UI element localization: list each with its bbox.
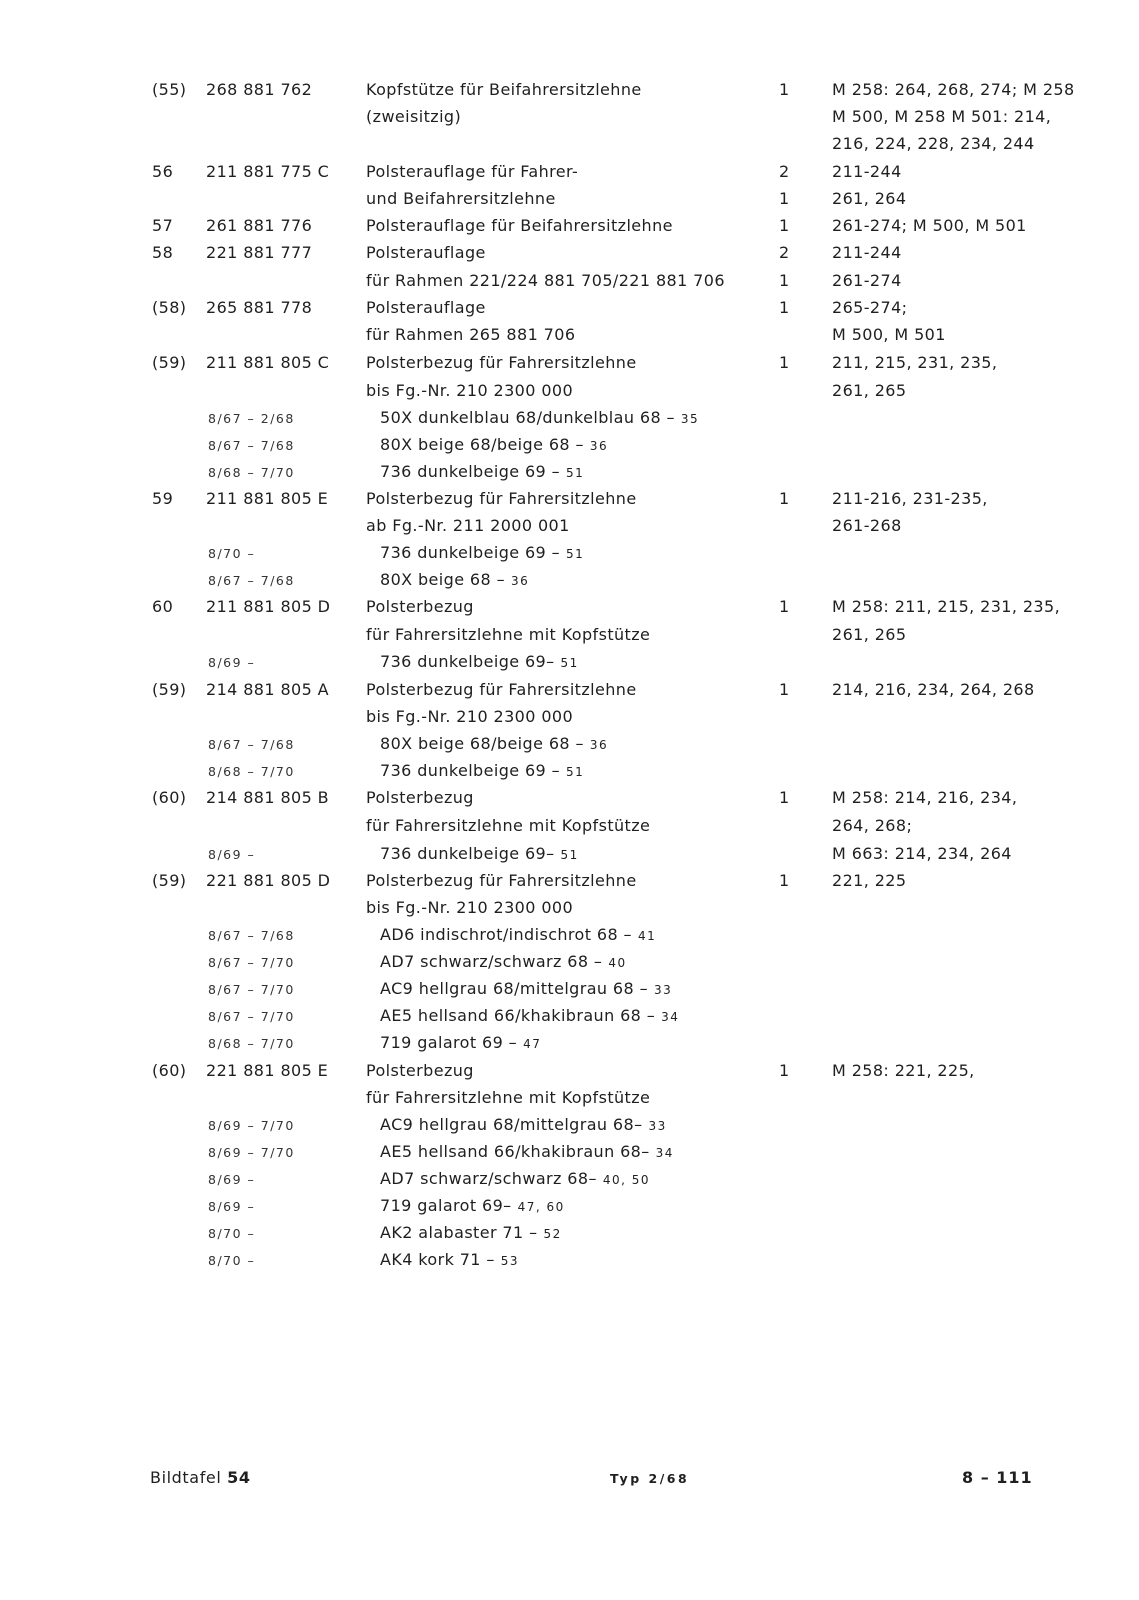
validity-dates: 8/67 – 7/70 <box>208 955 295 970</box>
description-text: Polsterbezug <box>366 597 474 616</box>
description-text: 80X beige 68/beige 68 – <box>380 734 584 753</box>
table-row <box>0 871 1139 897</box>
position-number: (55) <box>152 80 187 99</box>
description-text: AD6 indischrot/indischrot 68 – <box>380 925 632 944</box>
quantity: 1 <box>779 597 790 616</box>
color-code: 47 <box>523 1037 542 1051</box>
footer-plate-label: Bildtafel <box>150 1468 222 1487</box>
description-text: AC9 hellgrau 68/mittelgrau 68– <box>380 1115 643 1134</box>
position-number: 57 <box>152 216 174 235</box>
part-number: 221 881 805 E <box>206 1061 329 1080</box>
table-row <box>0 652 1139 678</box>
description-text: (zweisitzig) <box>366 107 462 126</box>
position-number: (58) <box>152 298 187 317</box>
description <box>366 243 486 262</box>
description <box>366 189 556 208</box>
table-row <box>0 1250 1139 1276</box>
application: M 500, M 258 M 501: 214, <box>832 107 1052 126</box>
table-row <box>0 1033 1139 1059</box>
description-text: für Fahrersitzlehne mit Kopfstütze <box>366 625 651 644</box>
description <box>380 761 584 780</box>
description-text: 80X beige 68 – <box>380 570 505 589</box>
validity-dates: 8/67 – 2/68 <box>208 411 295 426</box>
color-code: 51 <box>560 656 579 670</box>
description-text: 736 dunkelbeige 69 – <box>380 761 561 780</box>
description-text: 736 dunkelbeige 69 – <box>380 462 561 481</box>
description <box>380 462 584 481</box>
validity-dates: 8/67 – 7/70 <box>208 982 295 997</box>
description <box>366 1088 650 1107</box>
part-number: 265 881 778 <box>206 298 313 317</box>
quantity: 2 <box>779 243 790 262</box>
description <box>366 353 637 372</box>
description <box>380 652 579 671</box>
table-row <box>0 1142 1139 1168</box>
table-row <box>0 462 1139 488</box>
part-number: 211 881 805 C <box>206 353 330 372</box>
description <box>366 680 637 699</box>
description <box>380 1250 519 1269</box>
table-row <box>0 1223 1139 1249</box>
description-text: Polsterauflage für Beifahrersitzlehne <box>366 216 673 235</box>
color-code: 41 <box>637 929 657 943</box>
application: 264, 268; <box>832 816 913 835</box>
description-text: Polsterbezug <box>366 788 474 807</box>
table-row <box>0 134 1139 160</box>
table-row <box>0 734 1139 760</box>
description <box>380 1006 679 1025</box>
table-row <box>0 189 1139 215</box>
application: 221, 225 <box>832 871 907 890</box>
validity-dates: 8/68 – 7/70 <box>208 1036 295 1051</box>
description <box>380 1169 650 1188</box>
table-row <box>0 1006 1139 1032</box>
position-number: 58 <box>152 243 174 262</box>
application: M 258: 211, 215, 231, 235, <box>832 597 1061 616</box>
description <box>366 325 575 344</box>
description-text: 736 dunkelbeige 69– <box>380 652 555 671</box>
application: M 258: 214, 216, 234, <box>832 788 1018 807</box>
application: 261, 264 <box>832 189 907 208</box>
description-text: AD7 schwarz/schwarz 68– <box>380 1169 597 1188</box>
table-row <box>0 408 1139 434</box>
position-number: 56 <box>152 162 174 181</box>
position-number: (59) <box>152 871 187 890</box>
table-row <box>0 844 1139 870</box>
description-text: bis Fg.-Nr. 210 2300 000 <box>366 707 574 726</box>
table-row <box>0 625 1139 651</box>
color-code: 53 <box>500 1254 520 1268</box>
part-number: 261 881 776 <box>206 216 313 235</box>
validity-dates: 8/69 – <box>208 1199 256 1214</box>
description <box>380 844 579 863</box>
description <box>380 435 608 454</box>
validity-dates: 8/69 – <box>208 655 256 670</box>
table-row <box>0 435 1139 461</box>
table-row <box>0 325 1139 351</box>
description-text: Polsterbezug für Fahrersitzlehne <box>366 489 637 508</box>
color-code: 40 <box>608 956 627 970</box>
description-text: AE5 hellsand 66/khakibraun 68 – <box>380 1006 656 1025</box>
position-number: 60 <box>152 597 174 616</box>
table-row <box>0 925 1139 951</box>
table-row <box>0 216 1139 242</box>
color-code: 36 <box>589 439 609 453</box>
part-number: 221 881 777 <box>206 243 313 262</box>
description-text: AD7 schwarz/schwarz 68 – <box>380 952 603 971</box>
description-text: Polsterbezug für Fahrersitzlehne <box>366 353 637 372</box>
table-row <box>0 80 1139 106</box>
description-text: Polsterauflage <box>366 243 486 262</box>
table-row <box>0 1088 1139 1114</box>
description-text: für Fahrersitzlehne mit Kopfstütze <box>366 1088 651 1107</box>
description <box>366 597 474 616</box>
table-row <box>0 516 1139 542</box>
description-text: für Rahmen 265 881 706 <box>366 325 576 344</box>
description <box>380 543 584 562</box>
table-row <box>0 761 1139 787</box>
description-text: 80X beige 68/beige 68 – <box>380 435 584 454</box>
description-text: Polsterbezug für Fahrersitzlehne <box>366 680 637 699</box>
footer-plate <box>150 1468 251 1487</box>
description <box>366 381 573 400</box>
color-code: 47, 60 <box>517 1200 565 1214</box>
validity-dates: 8/67 – 7/68 <box>208 737 295 752</box>
description-text: AE5 hellsand 66/khakibraun 68– <box>380 1142 650 1161</box>
description <box>380 925 656 944</box>
validity-dates: 8/67 – 7/68 <box>208 438 295 453</box>
table-row <box>0 680 1139 706</box>
description <box>366 516 570 535</box>
application: 261-274; M 500, M 501 <box>832 216 1027 235</box>
application: 261-274 <box>832 271 902 290</box>
color-code: 51 <box>566 765 585 779</box>
color-code: 36 <box>510 574 530 588</box>
validity-dates: 8/70 – <box>208 1253 256 1268</box>
description-text: bis Fg.-Nr. 210 2300 000 <box>366 381 574 400</box>
description <box>366 216 673 235</box>
description-text: AC9 hellgrau 68/mittelgrau 68 – <box>380 979 648 998</box>
quantity: 1 <box>779 271 790 290</box>
application: 211-244 <box>832 243 902 262</box>
description-text: Kopfstütze für Beifahrersitzlehne <box>366 80 642 99</box>
color-code: 34 <box>661 1010 680 1024</box>
color-code: 33 <box>648 1119 667 1133</box>
description <box>380 1142 674 1161</box>
table-row <box>0 952 1139 978</box>
part-number: 221 881 805 D <box>206 871 331 890</box>
table-row <box>0 543 1139 569</box>
validity-dates: 8/69 – 7/70 <box>208 1145 295 1160</box>
table-row <box>0 381 1139 407</box>
footer-page-number: 8 – 111 <box>962 1468 1033 1487</box>
footer-type: Typ 2/68 <box>610 1471 690 1486</box>
validity-dates: 8/69 – 7/70 <box>208 1118 295 1133</box>
validity-dates: 8/67 – 7/68 <box>208 573 295 588</box>
description <box>366 625 650 644</box>
description-text: 736 dunkelbeige 69 – <box>380 543 561 562</box>
quantity: 1 <box>779 298 790 317</box>
application: M 258: 221, 225, <box>832 1061 975 1080</box>
quantity: 1 <box>779 788 790 807</box>
color-code: 35 <box>680 412 700 426</box>
table-row <box>0 597 1139 623</box>
description-text: 736 dunkelbeige 69– <box>380 844 555 863</box>
description-text: bis Fg.-Nr. 210 2300 000 <box>366 898 574 917</box>
description-text: Polsterbezug <box>366 1061 474 1080</box>
application: 265-274; <box>832 298 908 317</box>
part-number: 214 881 805 A <box>206 680 330 699</box>
quantity: 1 <box>779 489 790 508</box>
page-footer <box>0 1468 1139 1498</box>
table-row <box>0 816 1139 842</box>
validity-dates: 8/69 – <box>208 847 256 862</box>
part-number: 268 881 762 <box>206 80 313 99</box>
description <box>366 871 637 890</box>
table-row <box>0 107 1139 133</box>
description <box>380 1115 667 1134</box>
position-number: 59 <box>152 489 174 508</box>
validity-dates: 8/69 – <box>208 1172 256 1187</box>
description <box>380 570 529 589</box>
application: 261-268 <box>832 516 902 535</box>
description <box>366 162 578 181</box>
color-code: 40, 50 <box>602 1173 651 1187</box>
color-code: 51 <box>560 848 579 862</box>
application: M 258: 264, 268, 274; M 258 <box>832 80 1075 99</box>
table-row <box>0 570 1139 596</box>
validity-dates: 8/70 – <box>208 1226 256 1241</box>
description-text: 719 galarot 69– <box>380 1196 512 1215</box>
table-row <box>0 271 1139 297</box>
description <box>366 298 486 317</box>
application: 211, 215, 231, 235, <box>832 353 998 372</box>
description <box>366 788 474 807</box>
description-text: Polsterauflage <box>366 298 486 317</box>
quantity: 1 <box>779 216 790 235</box>
application: 261, 265 <box>832 381 907 400</box>
part-number: 211 881 805 D <box>206 597 331 616</box>
color-code: 51 <box>566 547 585 561</box>
description-text: 50X dunkelblau 68/dunkelblau 68 – <box>380 408 675 427</box>
validity-dates: 8/67 – 7/70 <box>208 1009 295 1024</box>
table-row <box>0 1169 1139 1195</box>
quantity: 1 <box>779 1061 790 1080</box>
part-number: 211 881 775 C <box>206 162 330 181</box>
table-row <box>0 298 1139 324</box>
description <box>366 107 461 126</box>
description <box>380 1196 565 1215</box>
application: M 663: 214, 234, 264 <box>832 844 1012 863</box>
footer-plate-number: 54 <box>227 1468 251 1487</box>
quantity: 1 <box>779 80 790 99</box>
validity-dates: 8/68 – 7/70 <box>208 764 295 779</box>
table-row <box>0 788 1139 814</box>
description-text: AK2 alabaster 71 – <box>380 1223 538 1242</box>
quantity: 1 <box>779 871 790 890</box>
table-row <box>0 898 1139 924</box>
description <box>366 1061 474 1080</box>
description-text: für Fahrersitzlehne mit Kopfstütze <box>366 816 651 835</box>
description <box>380 952 627 971</box>
position-number: (59) <box>152 353 187 372</box>
quantity: 1 <box>779 353 790 372</box>
description-text: AK4 kork 71 – <box>380 1250 495 1269</box>
description-text: 719 galarot 69 – <box>380 1033 518 1052</box>
table-row <box>0 353 1139 379</box>
table-row <box>0 1061 1139 1087</box>
table-row <box>0 707 1139 733</box>
table-row <box>0 489 1139 515</box>
description <box>366 80 642 99</box>
description-text: Polsterauflage für Fahrer- <box>366 162 579 181</box>
quantity: 2 <box>779 162 790 181</box>
description <box>380 408 699 427</box>
validity-dates: 8/67 – 7/68 <box>208 928 295 943</box>
position-number: (60) <box>152 788 187 807</box>
table-row <box>0 243 1139 269</box>
color-code: 33 <box>653 983 673 997</box>
color-code: 52 <box>543 1227 562 1241</box>
color-code: 36 <box>589 738 609 752</box>
description <box>366 898 573 917</box>
application: 211-244 <box>832 162 902 181</box>
description <box>380 734 608 753</box>
description-text: ab Fg.-Nr. 211 2000 001 <box>366 516 570 535</box>
application: 211-216, 231-235, <box>832 489 988 508</box>
application: 216, 224, 228, 234, 244 <box>832 134 1035 153</box>
application: M 500, M 501 <box>832 325 946 344</box>
description <box>366 271 725 290</box>
description <box>366 489 637 508</box>
table-row <box>0 1196 1139 1222</box>
description <box>380 979 672 998</box>
quantity: 1 <box>779 189 790 208</box>
table-row <box>0 1115 1139 1141</box>
validity-dates: 8/70 – <box>208 546 256 561</box>
application: 214, 216, 234, 264, 268 <box>832 680 1035 699</box>
application: 261, 265 <box>832 625 907 644</box>
color-code: 34 <box>655 1146 674 1160</box>
position-number: (60) <box>152 1061 187 1080</box>
quantity: 1 <box>779 680 790 699</box>
table-row <box>0 162 1139 188</box>
description-text: Polsterbezug für Fahrersitzlehne <box>366 871 637 890</box>
color-code: 51 <box>566 466 585 480</box>
description <box>366 707 573 726</box>
description <box>366 816 650 835</box>
part-number: 214 881 805 B <box>206 788 330 807</box>
description <box>380 1223 562 1242</box>
validity-dates: 8/68 – 7/70 <box>208 465 295 480</box>
position-number: (59) <box>152 680 187 699</box>
table-row <box>0 979 1139 1005</box>
description-text: und Beifahrersitzlehne <box>366 189 556 208</box>
description <box>380 1033 541 1052</box>
description-text: für Rahmen 221/224 881 705/221 881 706 <box>366 271 725 290</box>
part-number: 211 881 805 E <box>206 489 329 508</box>
